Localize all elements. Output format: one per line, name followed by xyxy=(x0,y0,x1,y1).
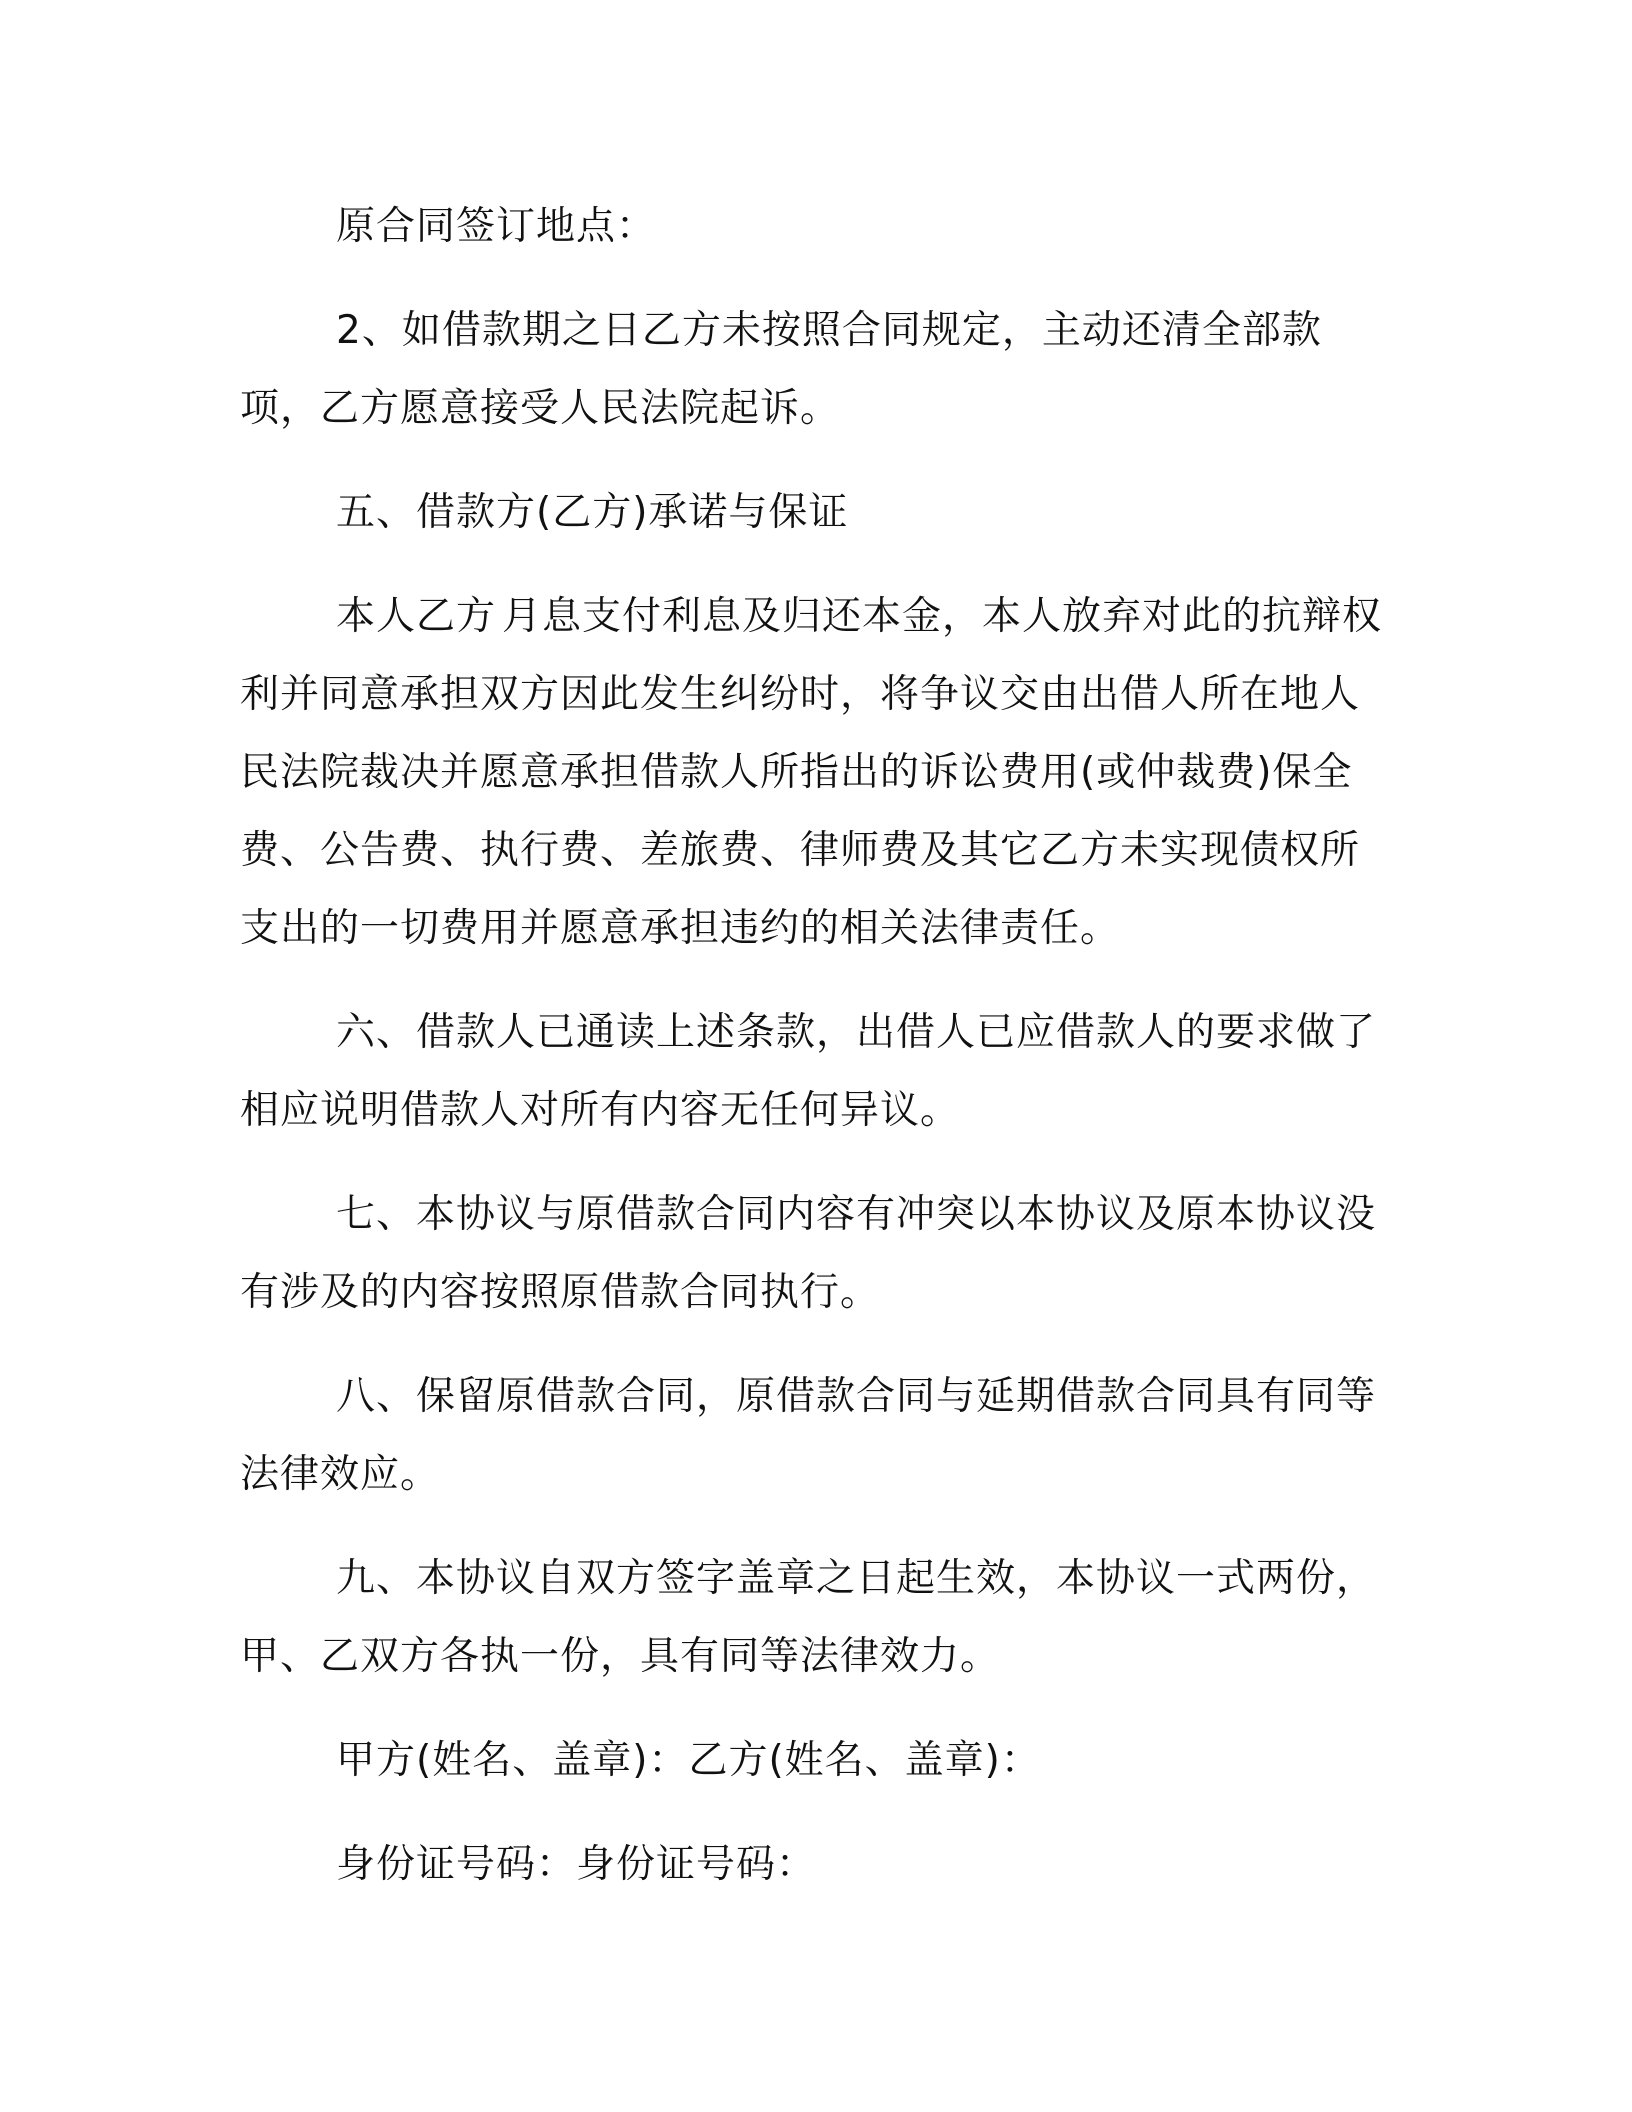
original-contract-place: 原合同签订地点： xyxy=(336,204,657,249)
party-a-id-label: 身份证号码： xyxy=(336,1842,577,1887)
section-5-body-start: 本人乙方 xyxy=(336,594,497,639)
party-a-signature-label: 甲方(姓名、盖章)： xyxy=(336,1738,689,1783)
section-8: 八、保留原借款合同，原借款合同与延期借款合同具有同等法律效应。 xyxy=(240,1374,1377,1497)
section-5-body-rest: 月息支付利息及归还本金，本人放弃对此的抗辩权利并同意承担双方因此发生纠纷时，将争议交由出借人所在地人民法院裁决并愿意承担借款人所指出的诉讼费用(或仲裁费)保全费、公告费、执行费、差旅费、律师费及其它乙方未实现债权所支出的一切费用并愿意承担违约的相关法律责任。 xyxy=(240,594,1383,951)
section-9: 九、本协议自双方签字盖章之日起生效，本协议一式两份，甲、乙双方各执一份，具有同等法律效力。 xyxy=(240,1556,1377,1679)
party-signature-row xyxy=(240,1722,1390,1800)
clause-2: 2、如借款期之日乙方未按照合同规定，主动还清全部款项，乙方愿意接受人民法院起诉。 xyxy=(240,308,1322,431)
id-number-row xyxy=(240,1826,1390,1904)
section-7: 七、本协议与原借款合同内容有冲突以本协议及原本协议没有涉及的内容按照原借款合同执行。 xyxy=(240,1192,1377,1315)
party-b-signature-label: 乙方(姓名、盖章)： xyxy=(688,1738,1041,1783)
party-b-id-label: 身份证号码： xyxy=(576,1842,817,1887)
section-5-title: 五、借款方(乙方)承诺与保证 xyxy=(336,490,849,535)
document-body xyxy=(240,188,1390,1930)
section-6: 六、借款人已通读上述条款，出借人已应借款人的要求做了相应说明借款人对所有内容无任何异议。 xyxy=(240,1010,1377,1133)
section-5-body xyxy=(240,578,1390,968)
